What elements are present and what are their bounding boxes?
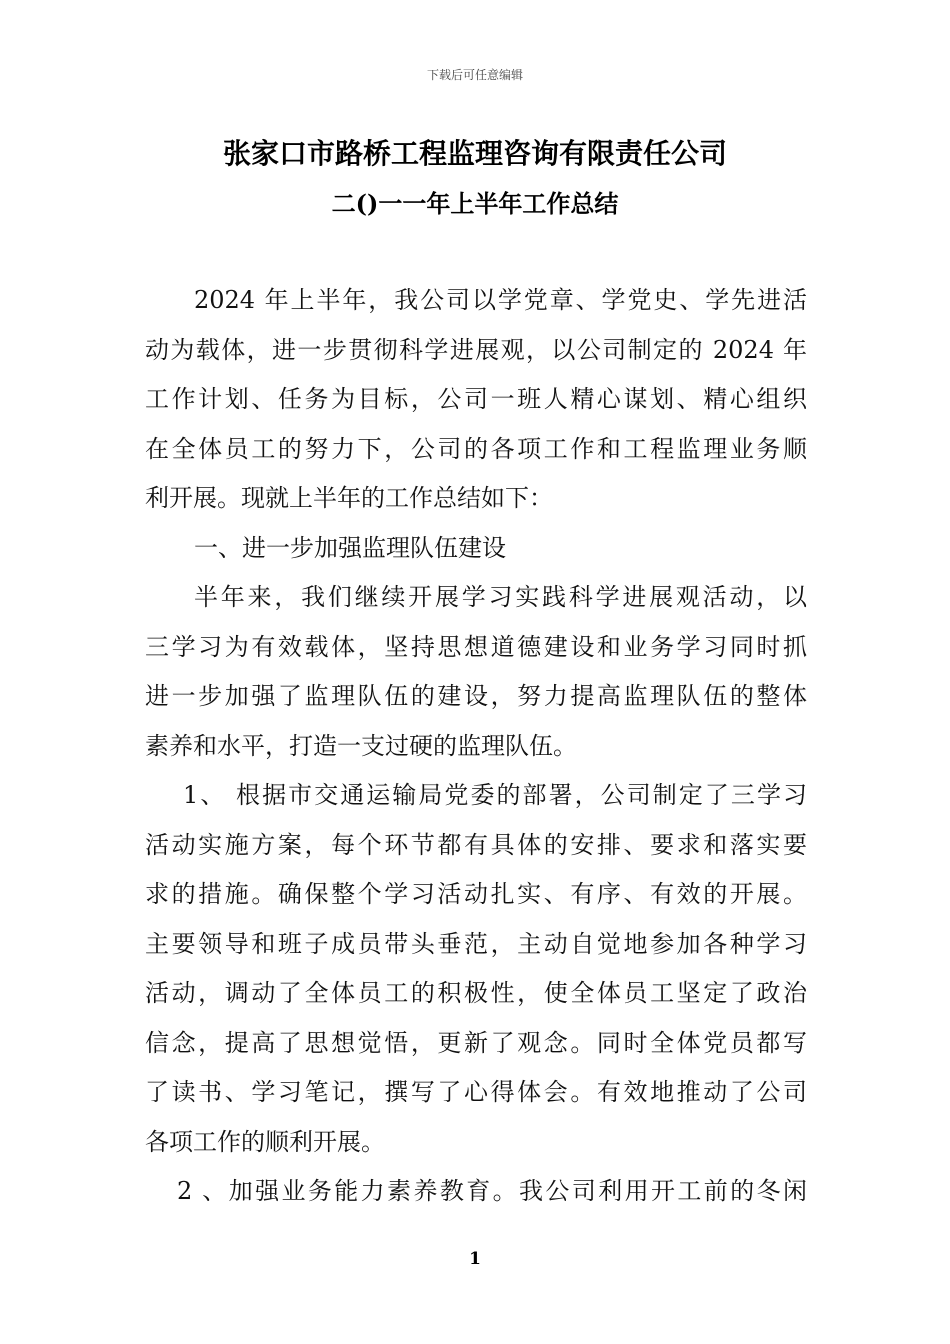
document-subtitle: 二()一一年上半年工作总结 <box>331 189 619 218</box>
list-item-1: 1、 根据市交通运输局党委的部署，公司制定了三学习 <box>183 781 807 809</box>
list-item-2: 2 、加强业务能力素养教育。我公司利用开工前的冬闲 <box>177 1177 807 1205</box>
body-line: 素养和水平，打造一支过硬的监理队伍。 <box>145 731 577 760</box>
document-title: 张家口市路桥工程监理咨询有限责任公司 <box>222 137 727 170</box>
body-line: 工作计划、任务为目标，公司一班人精心谋划、精心组织 <box>145 385 807 413</box>
body-line: 半年来，我们继续开展学习实践科学进展观活动，以 <box>194 583 807 611</box>
body-line: 进一步加强了监理队伍的建设，努力提高监理队伍的整体 <box>145 682 807 710</box>
body-line: 主要领导和班子成员带头垂范，主动自觉地参加各种学习 <box>145 929 807 958</box>
body-line: 各项工作的顺利开展。 <box>145 1127 385 1156</box>
body-line: 2024 年上半年，我公司以学党章、学党史、学先进活 <box>194 286 807 314</box>
body-line: 活动，调动了全体员工的积极性，使全体员工坚定了政治 <box>145 979 807 1007</box>
body-line: 在全体员工的努力下，公司的各项工作和工程监理业务顺 <box>145 434 807 463</box>
body-line: 动为载体，进一步贯彻科学进展观，以公司制定的 2024 年 <box>145 335 807 364</box>
body-line: 了读书、学习笔记，撰写了心得体会。有效地推动了公司 <box>145 1078 807 1106</box>
body-line: 求的措施。确保整个学习活动扎实、有序、有效的开展。 <box>145 880 807 908</box>
section-heading: 一、进一步加强监理队伍建设 <box>194 533 506 562</box>
body-line: 活动实施方案，每个环节都有具体的安排、要求和落实要 <box>145 830 807 859</box>
body-line: 利开展。现就上半年的工作总结如下： <box>145 484 553 512</box>
body-text <box>145 276 807 1217</box>
header-note: 下载后可任意编辑 <box>426 68 523 82</box>
body-line: 三学习为有效载体，坚持思想道德建设和业务学习同时抓 <box>145 632 807 661</box>
page-number: 1 <box>469 1249 481 1269</box>
body-line: 信念，提高了思想觉悟，更新了观念。同时全体党员都写 <box>145 1028 807 1057</box>
